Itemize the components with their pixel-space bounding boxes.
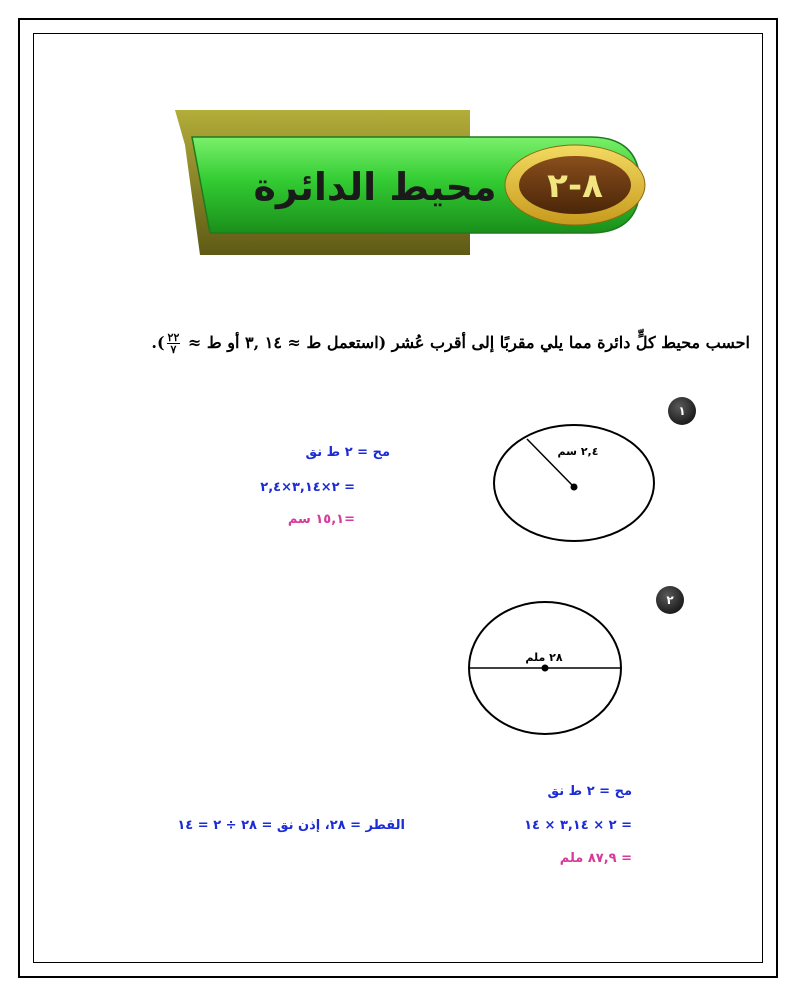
circle-diagram-2 <box>466 598 628 738</box>
problem-2-answer: = ٨٧,٩ ملم <box>559 851 632 866</box>
problem-number-badge <box>656 586 684 614</box>
problem-1-answer: =١٥,١ سم <box>287 512 355 527</box>
problem-2-note: القطر = ٢٨، إذن نق = ٢٨ ÷ ٢ = ١٤ <box>177 818 405 833</box>
circle-2-diameter-label: ٢٨ ملم <box>525 651 563 664</box>
fraction-numerator: ٢٢ <box>167 331 180 344</box>
instructions-closing: ). <box>151 333 165 352</box>
fraction-22-7 <box>167 332 181 355</box>
problem-2-step: = ٢ × ٣,١٤ × ١٤ <box>524 818 632 833</box>
problem-1-number: ١ <box>678 404 686 418</box>
lesson-number: ٨-٢ <box>547 166 603 206</box>
circle-1-outline <box>494 425 654 541</box>
circle-diagram-1 <box>490 415 660 545</box>
circle-2-center <box>542 665 549 672</box>
problem-1-formula: مح = ٢ ط نق <box>305 445 390 460</box>
problem-1-step: = ٢×٣,١٤×٢,٤ <box>260 480 355 495</box>
problem-2-number: ٢ <box>666 593 674 607</box>
instructions-text: احسب محيط كلٍّ دائرة مما يلي مقربًا إلى أقرب عُشر (استعمل ط ≈ ١٤ ,٣ أو ط ≈ <box>187 333 750 352</box>
circle-1-radius-label: ٢,٤ سم <box>557 445 599 458</box>
problem-2-formula: مح = ٢ ط نق <box>547 784 632 799</box>
fraction-denominator: ٧ <box>170 343 177 356</box>
problem-number-badge <box>668 397 696 425</box>
instructions <box>60 332 750 355</box>
lesson-title: محيط الدائرة <box>253 165 497 209</box>
lesson-banner <box>170 105 650 265</box>
circle-1-center <box>571 484 578 491</box>
